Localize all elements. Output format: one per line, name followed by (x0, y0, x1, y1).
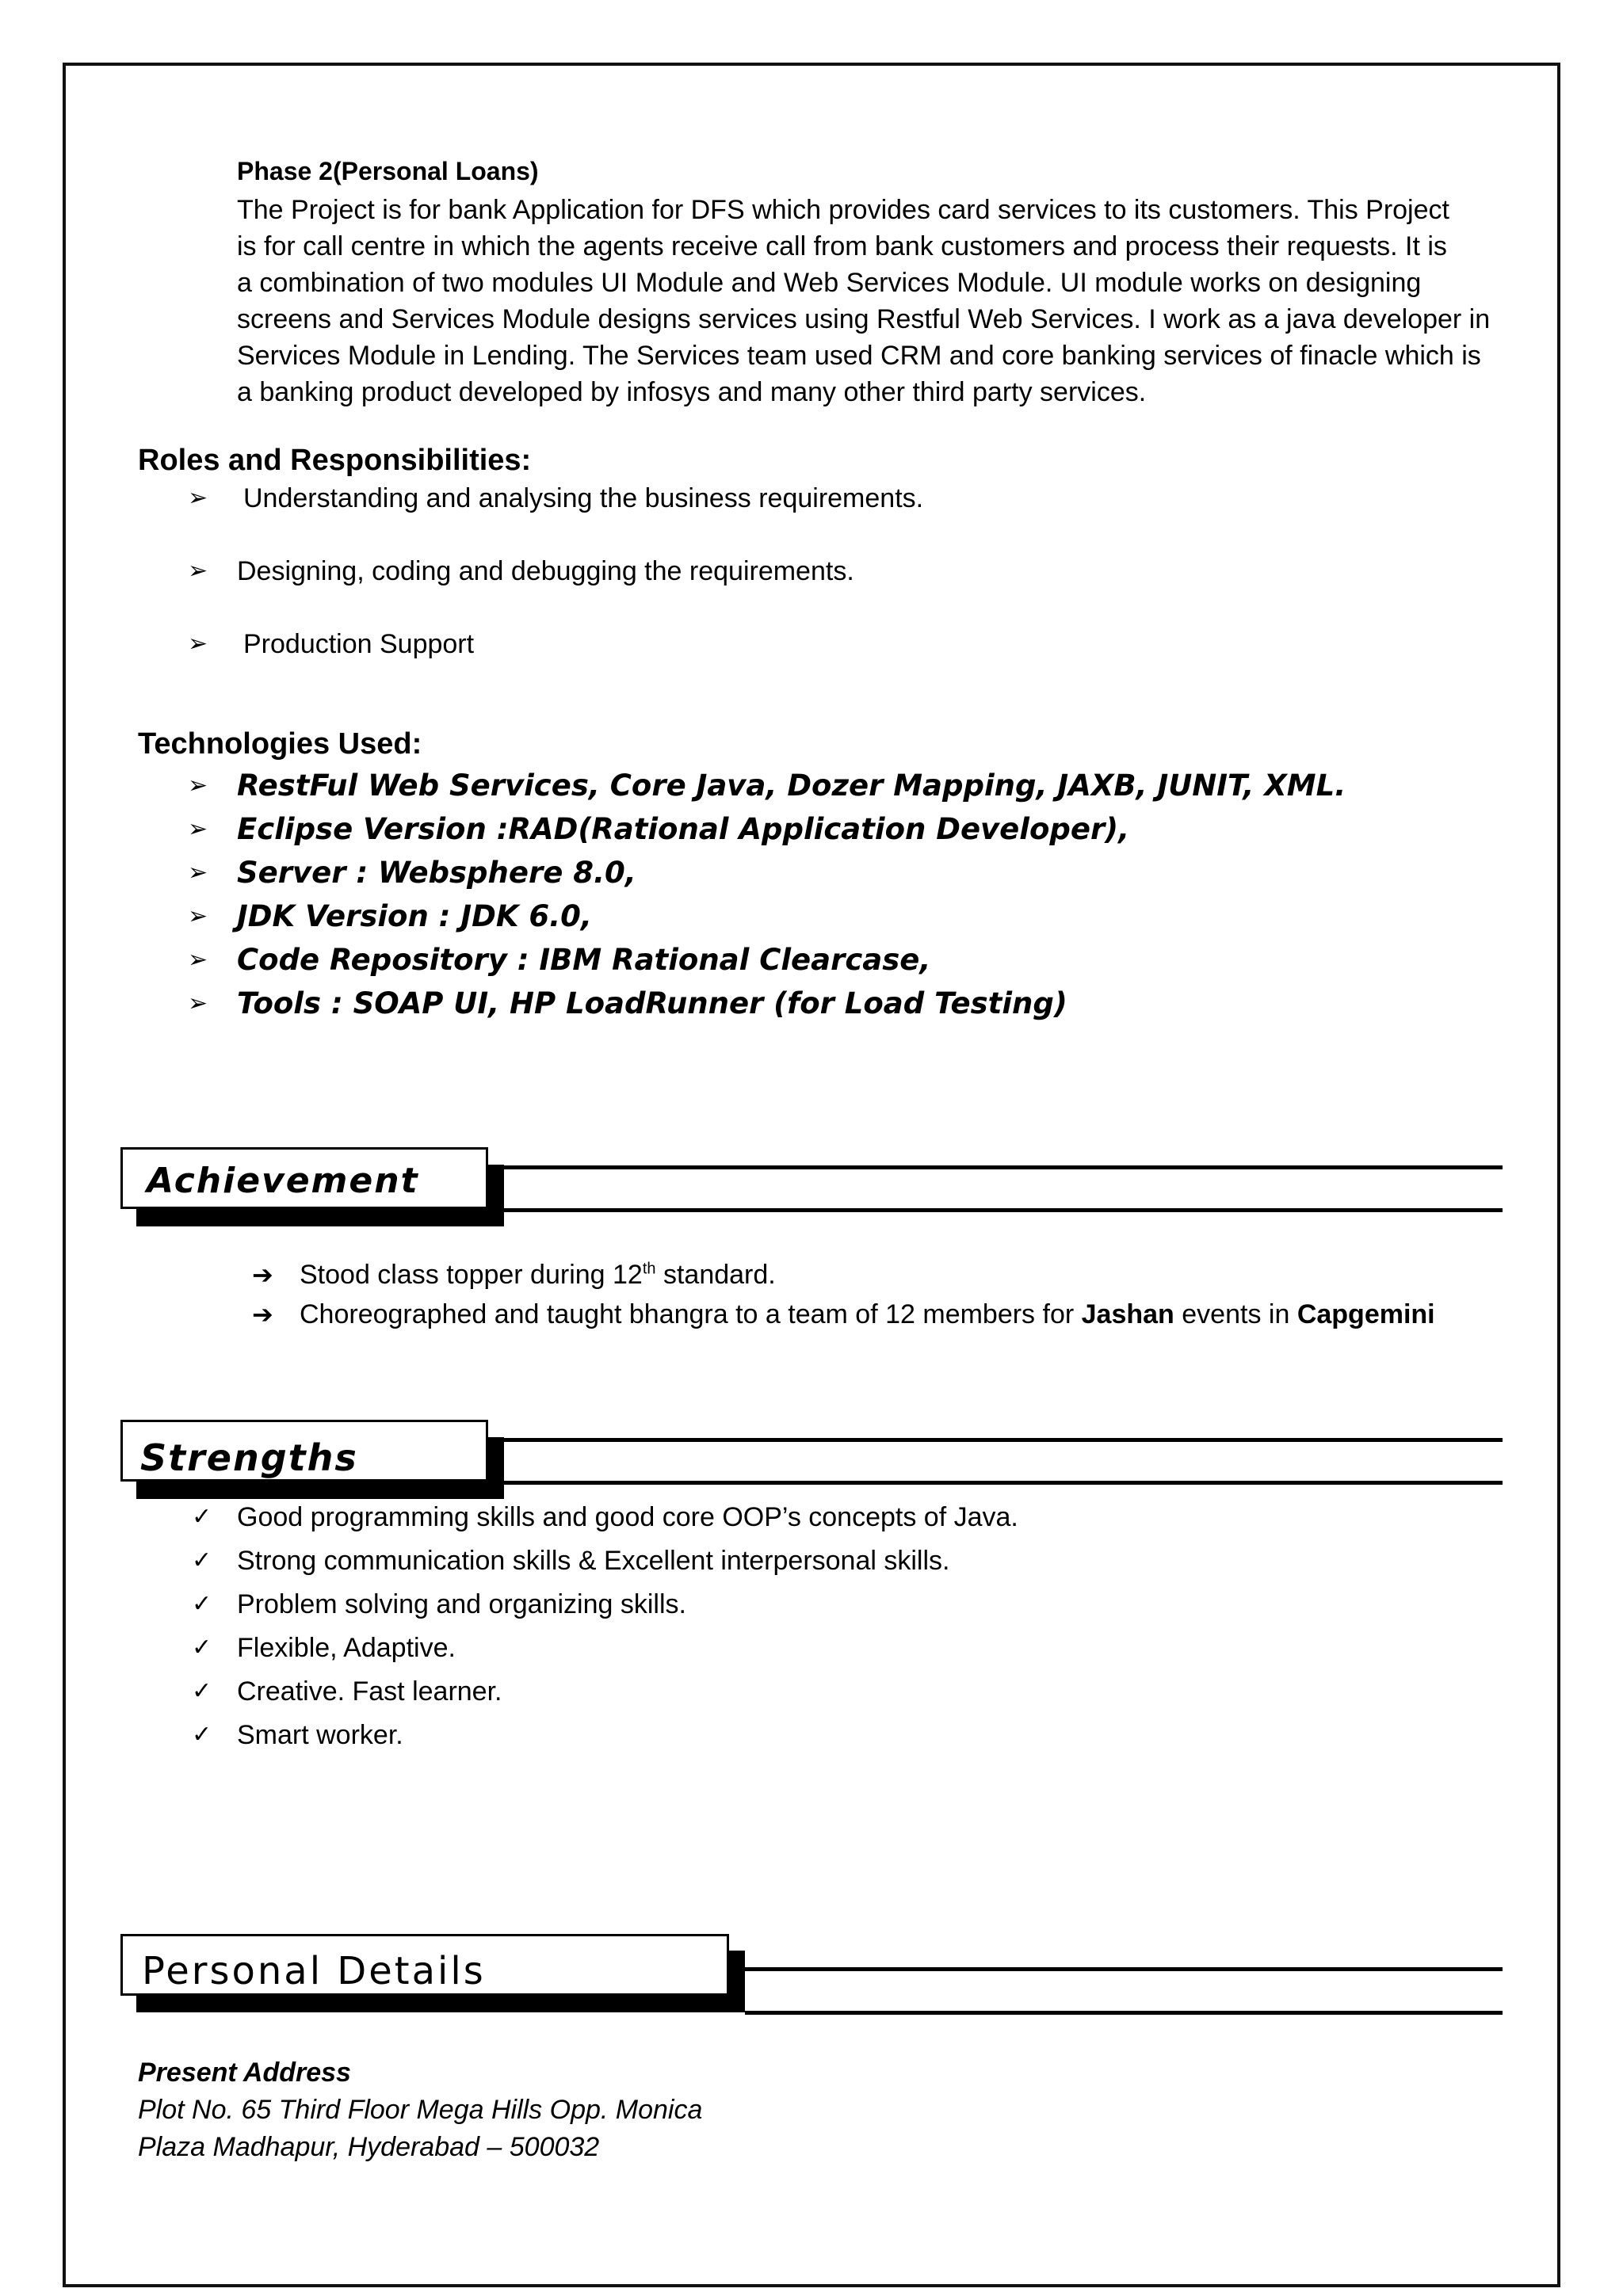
arrowhead-bullet-icon: ➢ (188, 990, 208, 1017)
roles-list-item: ➢ Understanding and analysing the business requirements. (188, 480, 923, 517)
achievement-heading: Achievement (147, 1161, 419, 1201)
bold-right-arrow-icon: ➔ (252, 1261, 273, 1289)
achievement-list-item: ➔ Stood class topper during 12th standard. (252, 1257, 776, 1293)
checkmark-icon: ✓ (192, 1504, 212, 1530)
section-header-rule (504, 1481, 1503, 1485)
achievement-list-item: ➔ Choreographed and taught bhangra to a team of 12 members for Jashan events in Capgemini (252, 1296, 1435, 1333)
strengths-header-box (120, 1420, 488, 1482)
checkmark-icon: ✓ (192, 1678, 212, 1704)
project-description-line: a banking product developed by infosys and many other third party services. (237, 377, 1147, 407)
technologies-list-item: ➢ RestFul Web Services, Core Java, Dozer Mapping, JAXB, JUNIT, XML. (188, 769, 1346, 803)
checkmark-icon: ✓ (192, 1591, 212, 1617)
technologies-list-item: ➢ Code Repository : IBM Rational Clearcase, (188, 943, 931, 977)
checkmark-icon: ✓ (192, 1634, 212, 1661)
technologies-list-item: ➢ Tools : SOAP UI, HP LoadRunner (for Load Testing) (188, 986, 1067, 1020)
arrowhead-bullet-icon: ➢ (188, 558, 208, 584)
section-header-rule (504, 1165, 1503, 1169)
arrowhead-bullet-icon: ➢ (188, 815, 208, 843)
arrowhead-bullet-icon: ➢ (188, 902, 208, 930)
section-header-rule (745, 2011, 1503, 2015)
strengths-list-item: ✓ Creative. Fast learner. (192, 1673, 502, 1710)
checkmark-icon: ✓ (192, 1722, 212, 1748)
technologies-list-item: ➢ Eclipse Version :RAD(Rational Application Developer), (188, 812, 1130, 846)
personal-details-header-box (120, 1934, 729, 1996)
address-line: Plaza Madhapur, Hyderabad – 500032 (138, 2132, 600, 2162)
project-description-line: is for call centre in which the agents receive call from bank customers and process their requests. It is (237, 231, 1447, 261)
strengths-list-item: ✓ Smart worker. (192, 1717, 403, 1753)
personal-details-heading: Personal Details (142, 1949, 486, 1993)
technologies-list-item: ➢ Server : Websphere 8.0, (188, 856, 636, 890)
project-title: Phase 2(Personal Loans) (237, 157, 539, 185)
arrowhead-bullet-icon: ➢ (188, 631, 208, 657)
achievement-header-box (120, 1147, 488, 1209)
roles-list-item: ➢ Production Support (188, 626, 474, 662)
arrowhead-bullet-icon: ➢ (188, 485, 208, 511)
address-line: Plot No. 65 Third Floor Mega Hills Opp. Monica (138, 2095, 703, 2125)
strengths-list-item: ✓ Good programming skills and good core OOP’s concepts of Java. (192, 1499, 1018, 1535)
arrowhead-bullet-icon: ➢ (188, 946, 208, 974)
arrowhead-bullet-icon: ➢ (188, 772, 208, 799)
address-label: Present Address (138, 2058, 351, 2088)
arrowhead-bullet-icon: ➢ (188, 859, 208, 887)
roles-list-item: ➢ Designing, coding and debugging the requirements. (188, 553, 854, 589)
roles-heading: Roles and Responsibilities: (138, 444, 532, 477)
section-header-rule (745, 1967, 1503, 1971)
strengths-list-item: ✓ Flexible, Adaptive. (192, 1630, 456, 1666)
project-description (237, 192, 1505, 410)
project-description-line: screens and Services Module designs services using Restful Web Services. I work as a java developer in (237, 304, 1491, 334)
strengths-list-item: ✓ Strong communication skills & Excellent interpersonal skills. (192, 1543, 949, 1579)
section-header-rule (504, 1438, 1503, 1442)
strengths-heading: Strengths (140, 1436, 358, 1479)
bold-right-arrow-icon: ➔ (252, 1300, 273, 1329)
strengths-list-item: ✓ Problem solving and organizing skills. (192, 1586, 686, 1623)
project-description-line: a combination of two modules UI Module and Web Services Module. UI module works on designing (237, 268, 1422, 298)
technologies-list-item: ➢ JDK Version : JDK 6.0, (188, 899, 592, 933)
project-description-line: The Project is for bank Application for DFS which provides card services to its customers. This Project (237, 195, 1449, 225)
project-description-line: Services Module in Lending. The Services team used CRM and core banking services of finacle which is (237, 341, 1481, 371)
checkmark-icon: ✓ (192, 1547, 212, 1573)
section-header-rule (504, 1208, 1503, 1212)
technologies-heading: Technologies Used: (138, 727, 422, 761)
